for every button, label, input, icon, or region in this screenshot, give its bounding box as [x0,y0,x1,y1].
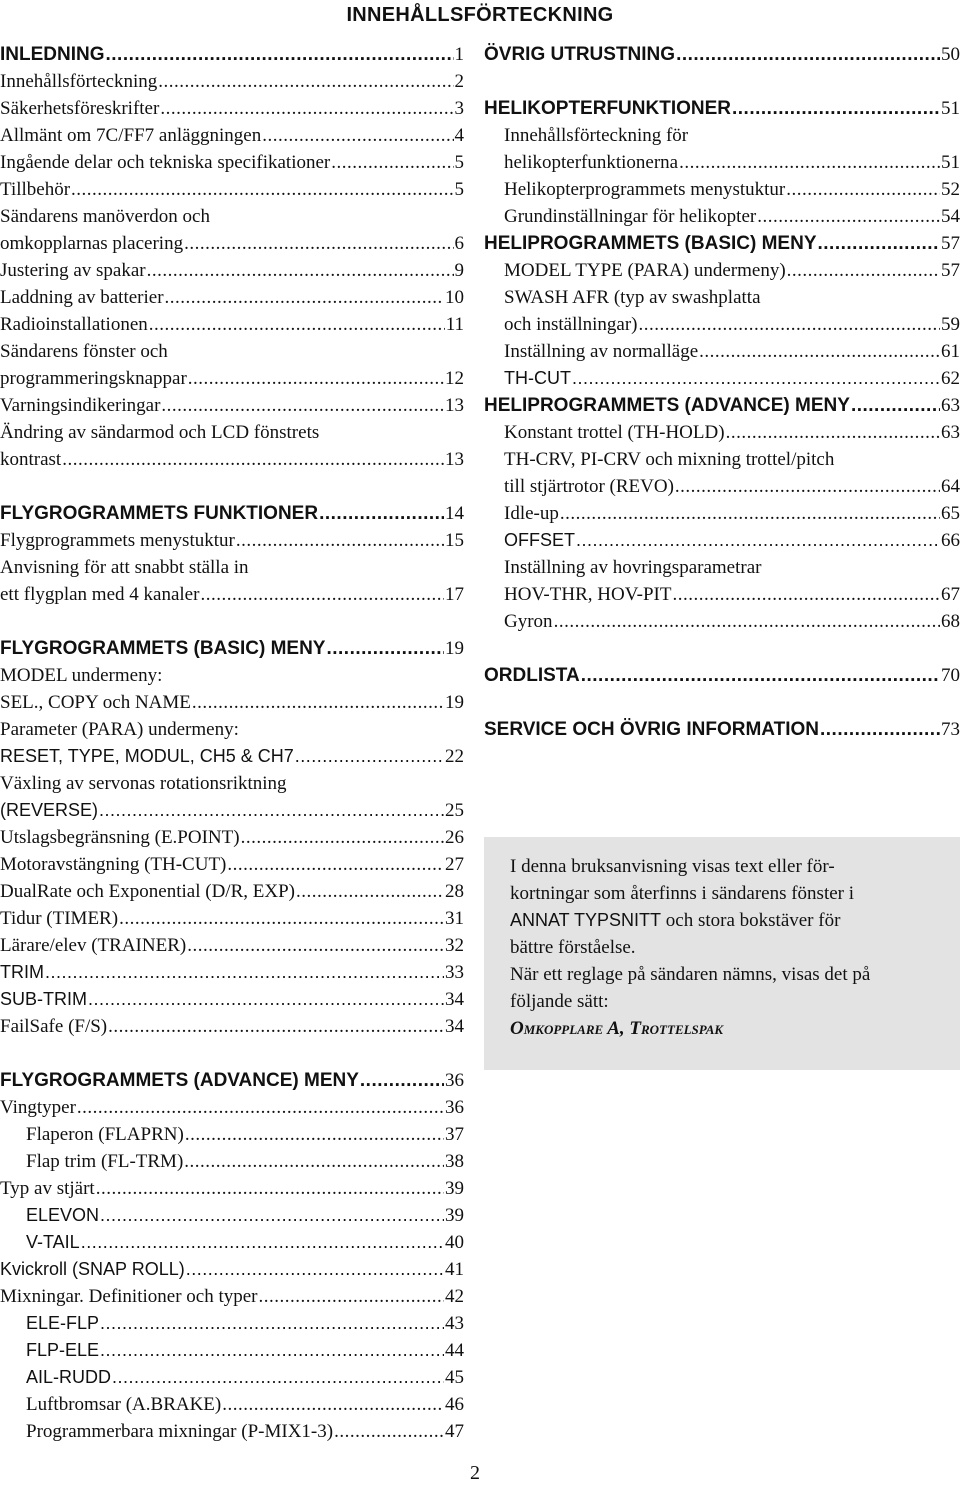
leader-dots [147,257,454,284]
toc-entry [0,1175,464,1202]
toc-page-number: 9 [454,260,464,281]
leader-dots [81,1229,444,1256]
toc-entry-title: Idle-up [504,503,559,524]
toc-entry [484,311,960,338]
toc-entry [0,230,464,257]
toc-section-heading [484,41,960,68]
leader-dots [106,41,454,68]
toc-entry-title: Innehållsförteckning [0,71,158,92]
leader-dots [184,1148,444,1175]
info-text: och stora bokstäver för [661,910,841,931]
toc-entry-title: HOV-THR, HOV-PIT [504,584,672,605]
toc-entry-title: FLYGROGRAMMETS (BASIC) MENY [0,638,326,659]
toc-page-number: 54 [941,206,960,227]
toc-section-heading [0,41,464,68]
toc-page-number: 39 [445,1205,464,1226]
toc-entry-title: kontrast [0,449,62,470]
toc-page-number: 27 [445,854,464,875]
leader-dots [71,176,453,203]
leader-dots [185,1121,444,1148]
toc-page-number: 19 [445,638,464,659]
toc-entry-title: DualRate och Exponential (D/R, EXP) [0,881,295,902]
toc-entry-title: FLP-ELE [26,1340,100,1360]
toc-entry [484,203,960,230]
toc-entry-title: Säkerhetsföreskrifter [0,98,160,119]
toc-entry-title: MODEL TYPE (PARA) undermeny) [504,260,786,281]
toc-entry-title: AIL-RUDD [26,1367,112,1387]
toc-entry [0,851,464,878]
leader-dots [554,608,940,635]
toc-page-number: 43 [445,1313,464,1334]
toc-entry [0,419,464,446]
toc-entry [0,1094,464,1121]
leader-dots [726,419,940,446]
toc-entry [484,338,960,365]
leader-dots [222,1391,444,1418]
toc-entry [0,689,464,716]
toc-entry [0,446,464,473]
toc-entry-title: FLYGROGRAMMETS (ADVANCE) MENY [0,1070,359,1091]
toc-entry-title: Tidur (TIMER) [0,908,119,929]
toc-page-number: 40 [445,1232,464,1253]
toc-entry-title: Grundinställningar för helikopter [504,206,757,227]
leader-dots [787,257,940,284]
leader-dots [100,1202,444,1229]
info-line: följande sätt: [510,991,609,1012]
toc-entry-title: Gyron [504,611,553,632]
section-gap [0,1040,464,1067]
toc-entry [0,203,464,230]
leader-dots [62,446,444,473]
toc-entry [0,1418,464,1445]
leader-dots [732,95,940,122]
toc-entry-title: Radioinstallationen [0,314,148,335]
toc-page-number: 36 [445,1097,464,1118]
info-line: När ett reglage på sändaren nämns, visas det på [510,964,871,985]
leader-dots [192,689,444,716]
toc-entry-title: Mixningar. Definitioner och typer [0,1286,258,1307]
toc-entry-title: Växling av servonas rotationsriktning [0,773,287,794]
toc-section-heading [484,95,960,122]
toc-page-number: 14 [445,503,464,524]
leader-dots [679,149,940,176]
toc-entry [0,770,464,797]
toc-entry [0,662,464,689]
toc-entry-title: V-TAIL [26,1232,80,1252]
leader-dots [560,500,940,527]
leader-dots [45,959,444,986]
toc-entry [484,608,960,635]
toc-entry [0,986,464,1013]
leader-dots [581,662,940,689]
toc-entry [484,257,960,284]
leader-dots [326,635,444,662]
toc-entry-title: Allmänt om 7C/FF7 anläggningen [0,125,262,146]
toc-page-number: 2 [454,71,464,92]
leader-dots [851,392,940,419]
toc-entry-title: Laddning av batterier [0,287,164,308]
leader-dots [187,932,444,959]
leader-dots [331,149,453,176]
toc-page-number: 47 [445,1421,464,1442]
toc-page-number: 63 [941,395,960,416]
toc-page-number: 22 [445,746,464,767]
toc-entry-title: OFFSET [504,530,575,550]
info-caps-example: ANNAT TYPSNITT [510,910,662,930]
toc-page-number: 13 [445,395,464,416]
leader-dots [108,1013,444,1040]
toc-page-number: 50 [941,44,960,65]
toc-entry [0,365,464,392]
toc-right-column [484,41,960,743]
leader-dots [112,1364,444,1391]
toc-entry-title: Justering av spakar [0,260,146,281]
toc-page-number: 1 [454,44,464,65]
toc-page-number: 67 [941,584,960,605]
toc-page-number: 66 [941,530,960,551]
toc-page-number: 26 [445,827,464,848]
toc-page-number: 59 [941,314,960,335]
section-gap [0,473,464,500]
leader-dots [227,851,444,878]
toc-entry-title: Typ av stjärt [0,1178,95,1199]
toc-page-number: 34 [445,989,464,1010]
leader-dots [295,743,444,770]
toc-entry [484,581,960,608]
toc-entry-title: ÖVRIG UTRUSTNING [484,44,676,65]
toc-entry [0,392,464,419]
toc-page-number: 31 [445,908,464,929]
toc-entry-title: Tillbehör [0,179,71,200]
toc-entry-title: TH-CUT [504,368,571,388]
leader-dots [699,338,940,365]
toc-page-number: 64 [941,476,960,497]
toc-page-number: 12 [445,368,464,389]
section-gap [0,608,464,635]
leader-dots [149,311,445,338]
toc-entry-title: Ändring av sändarmod och LCD fönstrets [0,422,320,443]
toc-entry [484,122,960,149]
leader-dots [165,284,444,311]
toc-entry-title: Varningsindikeringar [0,395,161,416]
info-box [484,837,960,1070]
leader-dots [100,1310,444,1337]
toc-entry-title: Utslagsbegränsning (E.POINT) [0,827,240,848]
leader-dots [186,1256,444,1283]
toc-entry [0,1256,464,1283]
toc-entry-title: ett flygplan med 4 kanaler [0,584,200,605]
leader-dots [241,824,444,851]
toc-entry [484,446,960,473]
toc-entry-title: Programmerbara mixningar (P-MIX1-3) [26,1421,334,1442]
toc-entry-title: ELE-FLP [26,1313,100,1333]
toc-entry [0,581,464,608]
page-title: INNEHÅLLSFÖRTECKNING [346,4,614,26]
toc-entry [0,1283,464,1310]
toc-page-number: 70 [941,665,960,686]
toc-page-number: 65 [941,503,960,524]
toc-entry [484,284,960,311]
toc-entry [0,1310,464,1337]
toc-page-number: 57 [941,233,960,254]
toc-page-number: 42 [445,1286,464,1307]
toc-entry [0,1148,464,1175]
toc-entry [0,824,464,851]
toc-entry-title: programmeringsknappar [0,368,187,389]
leader-dots [161,392,444,419]
toc-page-number: 38 [445,1151,464,1172]
toc-entry-title: (REVERSE) [0,800,99,820]
leader-dots [259,1283,445,1310]
toc-entry [0,338,464,365]
leader-dots [100,1337,444,1364]
info-line: kortningar som återfinns i sändarens fönster i [510,883,855,904]
toc-entry-title: SEL., COPY och NAME [0,692,191,713]
toc-page-number: 51 [941,98,960,119]
toc-entry-title: Inställning av hovringsparametrar [504,557,762,578]
toc-section-heading [484,662,960,689]
toc-entry [0,1013,464,1040]
toc-page-number: 5 [454,152,464,173]
toc-entry-title: Innehållsförteckning för [504,125,689,146]
toc-page-number: 41 [445,1259,464,1280]
info-line: bättre förståelse. [510,937,636,958]
toc-entry [0,527,464,554]
toc-page-number: 63 [941,422,960,443]
toc-entry [484,365,960,392]
toc-entry-title: MODEL undermeny: [0,665,163,686]
toc-entry [0,122,464,149]
section-gap [484,689,960,716]
toc-entry [0,1229,464,1256]
toc-entry [484,176,960,203]
toc-entry-title: Sändarens fönster och [0,341,168,362]
toc-page-number: 17 [445,584,464,605]
toc-page-number: 10 [445,287,464,308]
leader-dots [757,203,940,230]
toc-entry [484,473,960,500]
toc-entry-title: Konstant trottel (TH-HOLD) [504,422,725,443]
toc-entry [0,1121,464,1148]
toc-page-number: 45 [445,1367,464,1388]
toc-entry [0,284,464,311]
toc-entry [0,1202,464,1229]
toc-entry [0,311,464,338]
toc-page-number: 19 [445,692,464,713]
toc-entry [0,149,464,176]
toc-page-number: 62 [941,368,960,389]
leader-dots [158,68,453,95]
leader-dots [572,365,940,392]
leader-dots [99,797,444,824]
leader-dots [675,473,940,500]
toc-entry-title: SERVICE OCH ÖVRIG INFORMATION [484,719,819,740]
toc-entry-title: HELIPROGRAMMETS (ADVANCE) MENY [484,395,850,416]
toc-entry-title: Flaperon (FLAPRN) [26,1124,184,1145]
leader-dots [160,95,453,122]
leader-dots [200,581,444,608]
toc-entry [0,68,464,95]
toc-entry-title: FailSafe (F/S) [0,1016,108,1037]
toc-entry-title: SWASH AFR (typ av swashplatta [504,287,761,308]
toc-entry-title: Sändarens manöverdon och [0,206,210,227]
leader-dots [673,581,941,608]
leader-dots [236,527,444,554]
toc-page-number: 15 [445,530,464,551]
toc-entry-title: Motoravstängning (TH-CUT) [0,854,227,875]
toc-entry [0,1337,464,1364]
toc-entry-title: Luftbromsar (A.BRAKE) [26,1394,222,1415]
toc-entry-title: omkopplarnas placering [0,233,184,254]
toc-page-number: 61 [941,341,960,362]
section-gap [484,635,960,662]
info-control-example: Omkopplare A, Trottelspak [510,1018,724,1039]
toc-left-column [0,41,464,1445]
toc-entry [0,95,464,122]
leader-dots [786,176,940,203]
toc-entry-title: och inställningar) [504,314,638,335]
toc-page-number: 5 [454,179,464,200]
toc-entry [0,1364,464,1391]
leader-dots [818,230,941,257]
leader-dots [184,230,453,257]
toc-entry [484,554,960,581]
toc-section-heading [0,635,464,662]
toc-entry [0,959,464,986]
toc-page-number: 4 [454,125,464,146]
leader-dots [296,878,444,905]
toc-entry-title: Anvisning för att snabbt ställa in [0,557,249,578]
info-line [510,907,932,934]
toc-entry-title: HELIKOPTERFUNKTIONER [484,98,731,119]
toc-entry-title: FLYGROGRAMMETS FUNKTIONER [0,503,319,524]
toc-entry-title: Lärare/elev (TRAINER) [0,935,187,956]
toc-page-number: 39 [445,1178,464,1199]
toc-entry [484,500,960,527]
toc-entry [0,797,464,824]
leader-dots [639,311,941,338]
toc-page-number: 34 [445,1016,464,1037]
toc-entry [0,932,464,959]
toc-entry-title: Helikopterprogrammets menystuktur [504,179,786,200]
toc-entry [0,905,464,932]
toc-page-number: 68 [941,611,960,632]
toc-entry-title: SUB-TRIM [0,989,87,1009]
leader-dots [77,1094,444,1121]
toc-entry-title: HELIPROGRAMMETS (BASIC) MENY [484,233,817,254]
toc-entry-title: Flygprogrammets menystuktur [0,530,235,551]
toc-section-heading [0,500,464,527]
toc-entry-title: Vingtyper [0,1097,76,1118]
toc-entry [0,743,464,770]
toc-page-number: 11 [445,314,464,335]
toc-entry-title: TH-CRV, PI-CRV och mixning trottel/pitch [504,449,835,470]
leader-dots [188,365,444,392]
toc-entry [0,176,464,203]
leader-dots [88,986,444,1013]
toc-page-number: 44 [445,1340,464,1361]
leader-dots [262,122,453,149]
toc-entry-title: Flap trim (FL-TRM) [26,1151,184,1172]
toc-section-heading [484,716,960,743]
toc-entry [0,878,464,905]
toc-page-number: 3 [454,98,464,119]
toc-entry-title: INLEDNING [0,44,105,65]
toc-page-number: 32 [445,935,464,956]
leader-dots [820,716,940,743]
leader-dots [576,527,940,554]
toc-page-number: 52 [941,179,960,200]
toc-entry-title: Inställning av normalläge [504,341,699,362]
toc-entry-title: TRIM [0,962,44,982]
leader-dots [96,1175,444,1202]
toc-entry-title: RESET, TYPE, MODUL, CH5 & CH7 [0,746,294,766]
toc-entry [484,419,960,446]
toc-entry-title: Kvickroll (SNAP ROLL) [0,1259,185,1279]
toc-page-number: 51 [941,152,960,173]
leader-dots [676,41,940,68]
toc-page-number: 36 [445,1070,464,1091]
toc-entry-title: helikopterfunktionerna [504,152,679,173]
toc-page-number: 25 [445,800,464,821]
toc-section-heading [484,230,960,257]
toc-section-heading [0,1067,464,1094]
toc-entry [0,716,464,743]
toc-entry-title: ORDLISTA [484,665,580,686]
toc-page-number: 57 [941,260,960,281]
page-number: 2 [470,1462,480,1484]
toc-entry [0,257,464,284]
leader-dots [319,500,444,527]
leader-dots [334,1418,444,1445]
toc-entry [0,554,464,581]
toc-entry-title: Ingående delar och tekniska specifikationer [0,152,331,173]
leader-dots [360,1067,444,1094]
toc-entry-title: till stjärtrotor (REVO) [504,476,674,497]
toc-page-number: 6 [454,233,464,254]
toc-page-number: 37 [445,1124,464,1145]
toc-page-number: 46 [445,1394,464,1415]
toc-page-number: 33 [445,962,464,983]
toc-section-heading [484,392,960,419]
info-line: I denna bruksanvisning visas text eller för- [510,856,835,877]
toc-page-number: 73 [941,719,960,740]
toc-page-number: 13 [445,449,464,470]
toc-entry [0,1391,464,1418]
toc-entry-title: ELEVON [26,1205,100,1225]
toc-entry [484,149,960,176]
section-gap [484,68,960,95]
toc-entry-title: Parameter (PARA) undermeny: [0,719,239,740]
leader-dots [119,905,444,932]
toc-page-number: 28 [445,881,464,902]
toc-entry [484,527,960,554]
